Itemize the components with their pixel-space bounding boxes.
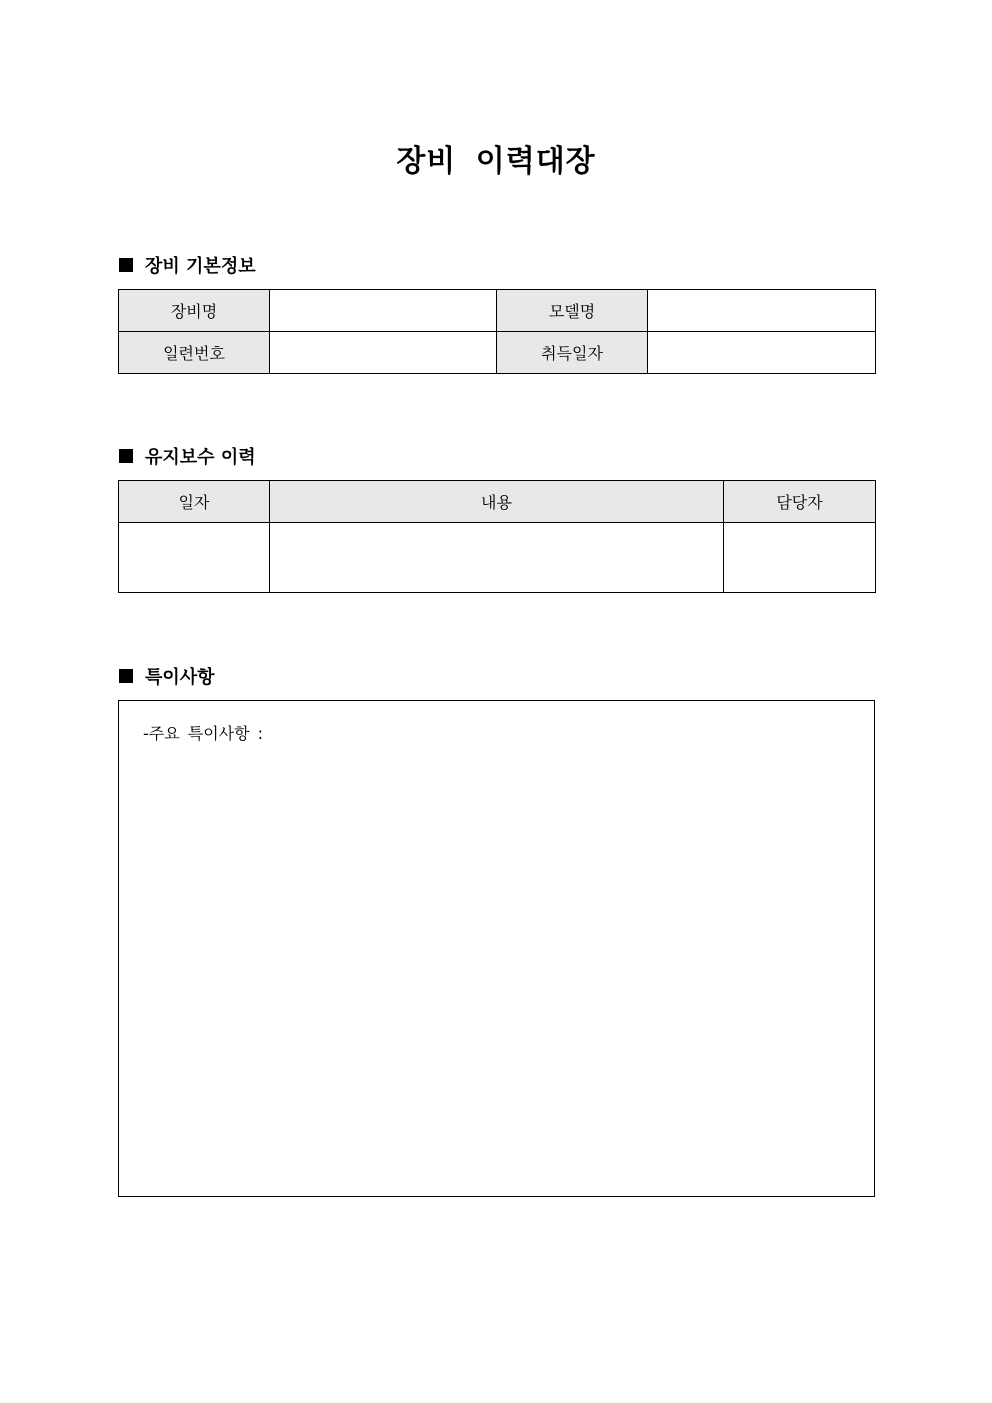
black-square-icon (119, 669, 133, 683)
section-heading-label: 장비 기본정보 (145, 256, 256, 277)
label-model-name: 모델명 (497, 290, 648, 332)
notes-text: -주요 특이사항 : (143, 724, 264, 743)
section-heading-maintenance (119, 444, 256, 468)
maintenance-table (118, 480, 876, 593)
black-square-icon (119, 449, 133, 463)
section-heading-label: 특이사항 (145, 667, 215, 688)
manager-cell[interactable] (724, 523, 876, 593)
black-square-icon (119, 258, 133, 272)
label-serial-number: 일련번호 (119, 332, 270, 374)
content-cell[interactable] (270, 523, 724, 593)
section-heading-label: 유지보수 이력 (145, 447, 256, 468)
equipment-name-field[interactable] (270, 290, 497, 332)
table-header-row (119, 481, 876, 523)
model-name-field[interactable] (648, 290, 876, 332)
basic-info-table (118, 289, 876, 374)
notes-box[interactable] (118, 700, 875, 1197)
column-header-date: 일자 (119, 481, 270, 523)
table-row (119, 290, 876, 332)
acquisition-date-field[interactable] (648, 332, 876, 374)
section-heading-notes (119, 664, 215, 688)
label-equipment-name: 장비명 (119, 290, 270, 332)
column-header-manager: 담당자 (724, 481, 876, 523)
document-title: 장비 이력대장 (396, 144, 596, 179)
section-heading-basic-info (119, 253, 256, 277)
table-row (119, 523, 876, 593)
date-cell[interactable] (119, 523, 270, 593)
column-header-content: 내용 (270, 481, 724, 523)
serial-number-field[interactable] (270, 332, 497, 374)
table-row (119, 332, 876, 374)
label-acquisition-date: 취득일자 (497, 332, 648, 374)
